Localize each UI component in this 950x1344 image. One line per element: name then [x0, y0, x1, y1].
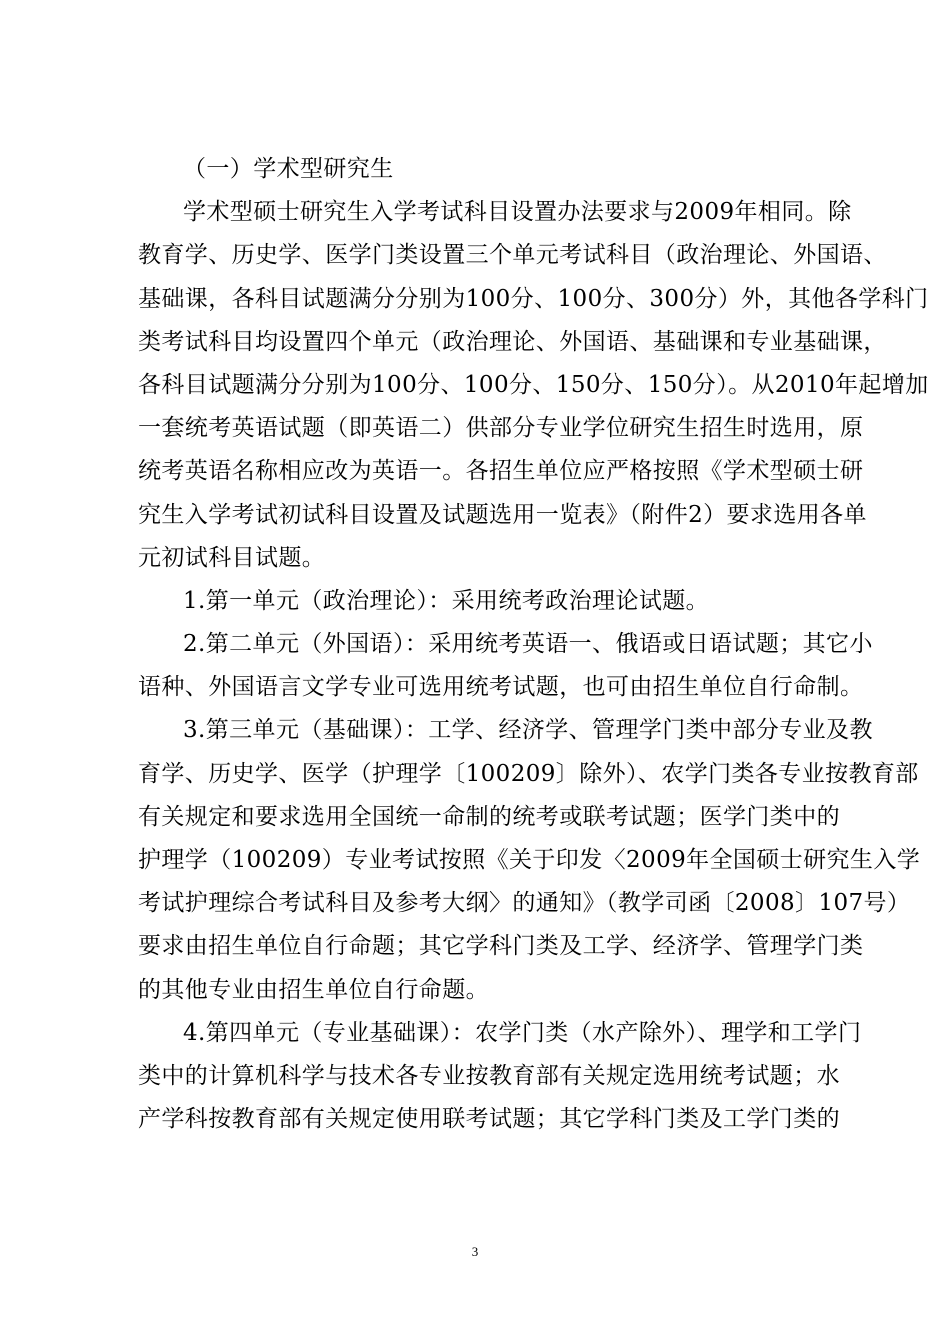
paragraph-line: 的其他专业由招生单位自行命题。 — [138, 976, 489, 1003]
paragraph-line: 一套统考英语试题（即英语二）供部分专业学位研究生招生时选用，原 — [138, 415, 864, 442]
paragraph-line: 语种、外国语言文学专业可选用统考试题，也可由招生单位自行命制。 — [138, 674, 864, 701]
paragraph-line: 3.第三单元（基础课）：工学、经济学、管理学门类中部分专业及教 — [183, 717, 873, 744]
paragraph-line: 学术型硕士研究生入学考试科目设置办法要求与2009年相同。除 — [183, 199, 852, 226]
paragraph-line: 统考英语名称相应改为英语一。各招生单位应严格按照《学术型硕士研 — [138, 458, 864, 485]
paragraph-intro — [138, 191, 929, 580]
paragraph-line: 类考试科目均设置四个单元（政治理论、外国语、基础课和专业基础课， — [138, 328, 887, 355]
paragraph-line: 各科目试题满分分别为100分、100分、150分、150分）。从2010年起增加 — [138, 371, 929, 398]
paragraph-line: 教育学、历史学、医学门类设置三个单元考试科目（政治理论、外国语、 — [138, 242, 887, 269]
section-heading-block — [138, 148, 816, 191]
paragraph-unit-4 — [138, 1012, 862, 1142]
paragraph-unit-3 — [138, 709, 921, 1011]
document-body — [138, 148, 929, 1141]
paragraph-unit-2 — [138, 623, 873, 709]
paragraph-unit-1 — [138, 580, 816, 623]
paragraph-line: 有关规定和要求选用全国统一命制的统考或联考试题；医学门类中的 — [138, 803, 840, 830]
paragraph-line: 育学、历史学、医学（护理学〔100209〕除外）、农学门类各专业按教育部 — [138, 760, 919, 787]
paragraph-line: 类中的计算机科学与技术各专业按教育部有关规定选用统考试题；水 — [138, 1062, 840, 1089]
paragraph-line: 2.第二单元（外国语）：采用统考英语一、俄语或日语试题；其它小 — [183, 631, 873, 658]
paragraph-line: 1.第一单元（政治理论）：采用统考政治理论试题。 — [183, 587, 710, 614]
paragraph-line: 考试护理综合考试科目及参考大纲〉的通知》（教学司函〔2008〕107号） — [138, 890, 911, 917]
page-number: 3 — [471, 1244, 479, 1259]
paragraph-line: 元初试科目试题。 — [138, 544, 326, 571]
paragraph-line: 究生入学考试初试科目设置及试题选用一览表》（附件2）要求选用各单 — [138, 501, 867, 528]
paragraph-line: 产学科按教育部有关规定使用联考试题；其它学科门类及工学门类的 — [138, 1106, 840, 1133]
paragraph-line: 要求由招生单位自行命题；其它学科门类及工学、经济学、管理学门类 — [138, 933, 864, 960]
paragraph-line: 基础课，各科目试题满分分别为100分、100分、300分）外，其他各学科门 — [138, 285, 929, 312]
paragraph-line: 4.第四单元（专业基础课）：农学门类（水产除外）、理学和工学门 — [183, 1019, 862, 1046]
section-heading: （一）学术型研究生 — [183, 156, 394, 182]
paragraph-line: 护理学（100209）专业考试按照《关于印发〈2009年全国硕士研究生入学 — [138, 847, 921, 873]
